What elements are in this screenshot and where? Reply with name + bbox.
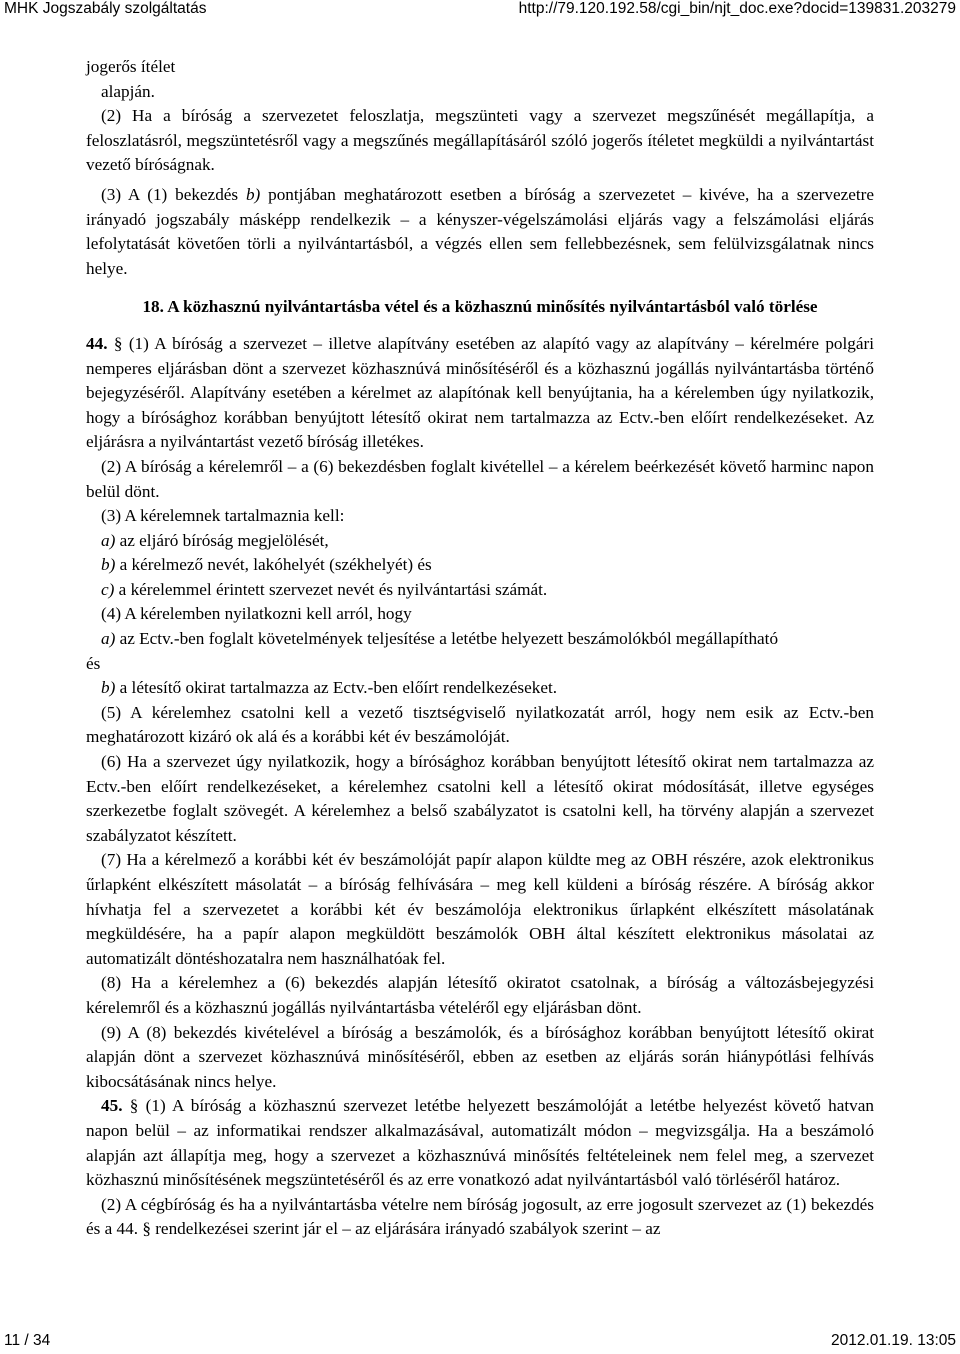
section-44-para-2: (2) A bíróság a kérelemről – a (6) bekezdésben foglalt kivétellel – a kérelem beérkezését követő harminc napon belül dönt. bbox=[86, 456, 874, 501]
section-44-item-3b: b) a kérelmező nevét, lakóhelyét (székhelyét) és bbox=[101, 555, 432, 575]
section-44-item-3a: a) az eljáró bíróság megjelölését, bbox=[101, 530, 329, 550]
header-title: MHK Jogszabály szolgáltatás bbox=[4, 0, 207, 17]
header-url[interactable]: http://79.120.192.58/cgi_bin/njt_doc.exe?docid=139831.203279 bbox=[518, 0, 956, 17]
section-44-para-5: (5) A kérelemhez csatolni kell a vezető tisztségviselő nyilatkozatát arról, hogy nem esik az Ectv.-ben meghatározott kizáró ok alá és a korábbi két év beszámolóját. bbox=[86, 702, 874, 747]
document-body bbox=[86, 55, 874, 1242]
line-jogeros: jogerős ítélet bbox=[86, 57, 176, 76]
section-44-para-1: 44. § (1) A bíróság a szervezet – illetve alapítvány esetében az alapító vagy az alapítvány – kérelmére polgári nemperes eljárásban dönt a szervezet közhasznúvá minősítéséről és a közhasznú jogállás nyilvántartásba történő bejegyzéséről. Alapítvány esetében a kérelmet az alapítónak kell benyújtania, ha a kérelemben úgy nyilatkozik, hogy a bírósághoz korábban benyújtott létesítő okirat nem tartalmazza az Ectv.-ben előírt rendelkezéseket. Az eljárásra a nyilvántartást vezető bíróság illetékes. bbox=[86, 333, 874, 452]
section-45-para-2: (2) A cégbíróság és ha a nyilvántartásba vételre nem bíróság jogosult, az erre jogosult szervezet az (1) bekezdés és a 44. § rendelkezései szerint jár el – az eljárására irányadó szabályok szerint – az bbox=[86, 1194, 874, 1239]
section-44-item-4a-es: és bbox=[86, 653, 101, 673]
section-number-44: 44. bbox=[86, 333, 108, 353]
line-alapjan: alapján. bbox=[101, 81, 155, 101]
section-number-45: 45. bbox=[101, 1096, 123, 1116]
page-header bbox=[0, 0, 960, 22]
section-44-para-3: (3) A kérelemnek tartalmaznia kell: bbox=[101, 506, 345, 526]
section-44-para-9: (9) A (8) bekezdés kivételével a bíróság a beszámolók, és a bírósághoz korábban benyújtott létesítő okirat alapján dönt a szervezet közhasznúvá minősítéséről, ebben az esetben az eljárás során hiánypótlási felhívás kibocsátásának nincs helye. bbox=[86, 1022, 874, 1091]
section-44-item-4b: b) a létesítő okirat tartalmazza az Ectv.-ben előírt rendelkezéseket. bbox=[101, 678, 558, 698]
section-44-para-7: (7) Ha a kérelmező a korábbi két év beszámolóját papír alapon küldte meg az OBH részére, azok elektronikus űrlapként elkészített másolatát – a bíróság felhívására – meg kell küldeni a bíróság részére. A bíróság akkor hívhatja fel a szervezetet a korábbi két év beszámolója elektronikus űrlapként elkészített másolatának megküldésére, ha a papír alapon megküldött beszámolók OBH által készített elektronikus másolatai az automatizált döntéshozatalra nem használhatóak fel. bbox=[86, 850, 874, 968]
paragraph-2: (2) Ha a bíróság a szervezetet feloszlatja, megszünteti vagy a szervezet megszűnését megállapítja, a feloszlatásról, megszüntetésről vagy a megszűnés megállapításáról szóló jogerős ítéletet megküldi a nyilvántartást vezető bíróságnak. bbox=[86, 106, 874, 175]
section-heading-18: 18. A közhasznú nyilvántartásba vétel és a közhasznú minősítés nyilvántartásból való törlése bbox=[142, 297, 818, 317]
page-footer bbox=[0, 1332, 960, 1354]
section-44-para-6: (6) Ha a szervezet úgy nyilatkozik, hogy a bírósághoz korábban benyújtott létesítő okirat nem tartalmazza az Ectv.-ben előírt rendelkezéseket, a kérelemhez csatolni kell a létesítő okirat módosítását, illetve egységes szerkezetbe foglalt szövegét. A kérelemhez a belső szabályzatot is csatolni kell, ha törvény alapján a szervezet szabályzatot készített. bbox=[86, 752, 874, 845]
section-45-para-1: 45. § (1) A bíróság a közhasznú szervezet letétbe helyezett beszámolóját a letétbe helyezést követő hatvan napon belül – az informatikai rendszer alkalmazásával, automatizált módon – megvizsgálja. Ha a beszámoló alapján azt állapítja meg, hogy a szervezet a közhasznúvá minősítés feltételeinek nem felel meg, a szervezet közhasznú minősítésének megszüntetéséről és az erre vonatkozó adat nyilvántartásból való törléséről határoz. bbox=[86, 1096, 874, 1190]
section-44-item-3c: c) a kérelemmel érintett szervezet nevét és nyilvántartási számát. bbox=[101, 579, 548, 599]
page-number: 11 / 34 bbox=[4, 1332, 51, 1349]
section-44-para-4: (4) A kérelemben nyilatkozni kell arról, hogy bbox=[101, 604, 412, 624]
section-44-para-8: (8) Ha a kérelemhez a (6) bekezdés alapján létesítő okiratot csatolnak, a bíróság a változásbejegyzési kérelemről és a közhasznú jogállás nyilvántartásba vételéről egy eljárásban dönt. bbox=[86, 973, 874, 1017]
print-datetime: 2012.01.19. 13:05 bbox=[831, 1332, 956, 1349]
paragraph-3: (3) A (1) bekezdés b) pontjában meghatározott esetben a bíróság a szervezetet – kivéve, ha a szervezetre irányadó jogszabály másképp rendelkezik – a kényszer-végelszámolási eljárás vagy a felszámolási eljárás lefolytatását követően törli a nyilvántartásból, a végzés ellen sem fellebbezésnek, sem felülvizsgálatnak nincs helye. bbox=[86, 184, 874, 278]
section-44-item-4a: a) az Ectv.-ben foglalt követelmények teljesítése a letétbe helyezett beszámolókból megállapítható bbox=[101, 629, 779, 649]
